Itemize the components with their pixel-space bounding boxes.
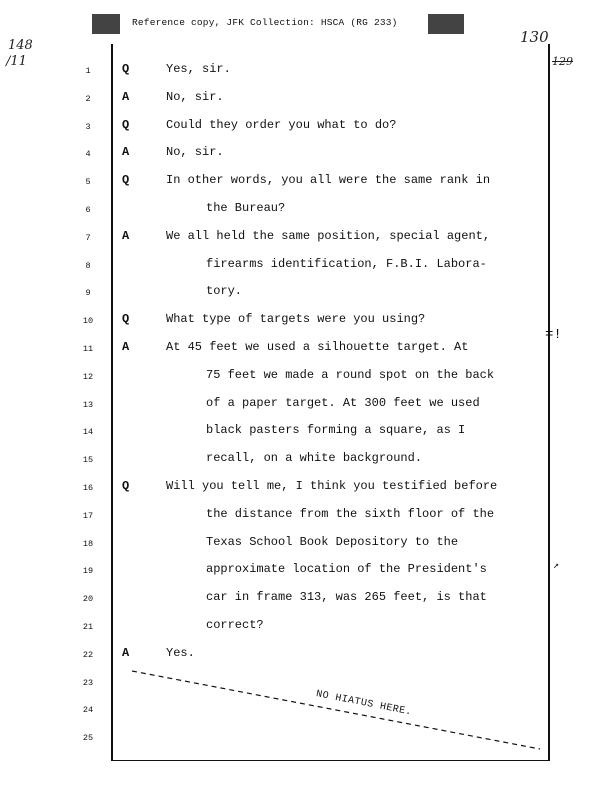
transcript-line-text: In other words, you all were the same rank in — [166, 173, 491, 188]
transcript-line-text: tory. — [206, 284, 243, 299]
transcript-line-text: Texas School Book Depository to the — [206, 534, 459, 549]
speaker-label: A — [122, 645, 130, 660]
line-number: 9 — [85, 288, 91, 299]
document-header — [92, 14, 452, 36]
transcript-line-text: No, sir. — [166, 145, 224, 160]
speaker-label: Q — [122, 479, 130, 493]
line-number: 12 — [82, 371, 94, 382]
transcript-line-text: correct? — [206, 618, 264, 632]
speaker-label: A — [122, 145, 130, 160]
speaker-label: A — [122, 89, 130, 104]
speaker-label: Q — [122, 62, 130, 76]
margin-note-top-left-1: 148 — [8, 38, 33, 53]
transcript-line-text: firearms identification, F.B.I. Labora- — [206, 256, 487, 271]
speaker-label: A — [122, 228, 130, 243]
line-number: 5 — [85, 177, 91, 188]
line-number: 23 — [82, 677, 94, 688]
transcript-line-text: recall, on a white background. — [206, 451, 423, 466]
transcript-line-text: Will you tell me, I think you testified before — [166, 479, 498, 493]
speaker-label: Q — [122, 173, 130, 188]
line-number: 3 — [85, 121, 91, 132]
transcript-line-text: 75 feet we made a round spot on the back — [206, 367, 495, 382]
line-number: 15 — [82, 455, 94, 466]
hiatus-dashed-line — [128, 665, 548, 755]
margin-note-top-left-2: /11 — [6, 54, 27, 69]
line-number: 2 — [85, 93, 91, 104]
transcript-line-text: the Bureau? — [206, 201, 286, 215]
transcript-line-text: Yes, sir. — [166, 62, 231, 76]
line-number: 18 — [82, 538, 94, 549]
transcript-line-text: No, sir. — [166, 89, 224, 104]
speaker-label: Q — [122, 312, 130, 327]
header-reference-text: Reference copy, JFK Collection: HSCA (RG 233) — [132, 17, 398, 28]
transcript-line-text: Could they order you what to do? — [166, 117, 397, 132]
transcript-line-text: black pasters forming a square, as I — [206, 423, 466, 438]
transcript-line-text: We all held the same position, special agent, — [166, 228, 491, 243]
no-hiatus-stamp: NO HIATUS HERE. — [314, 689, 413, 719]
transcript-line-text: approximate location of the President's — [206, 562, 487, 577]
line-number: 6 — [85, 205, 91, 215]
transcript-line-text: the distance from the sixth floor of the — [206, 506, 495, 521]
redaction-blot-right — [428, 14, 464, 34]
page-number-struck: 129 — [552, 55, 573, 68]
line-number: 7 — [85, 232, 91, 243]
line-number: 10 — [82, 316, 94, 327]
side-mark: =! — [545, 327, 562, 343]
line-number: 19 — [82, 566, 94, 577]
transcript-line-text: car in frame 313, was 265 feet, is that — [206, 590, 487, 605]
line-number: 25 — [82, 733, 94, 744]
transcript-line-text: What type of targets were you using? — [166, 312, 426, 327]
line-number: 22 — [82, 649, 94, 660]
line-number: 1 — [85, 66, 91, 76]
line-number: 13 — [82, 399, 94, 410]
line-number: 14 — [82, 427, 94, 438]
line-number: 11 — [82, 344, 94, 354]
line-number: 24 — [82, 705, 94, 716]
line-number: 17 — [82, 510, 94, 521]
speaker-label: Q — [122, 117, 130, 132]
redaction-blot-left — [92, 14, 120, 34]
line-number: 4 — [85, 149, 91, 160]
line-number: 21 — [82, 622, 94, 632]
side-tick-mark: ↗ — [553, 561, 560, 572]
line-number: 16 — [82, 483, 94, 493]
transcript-line-text: of a paper target. At 300 feet we used — [206, 395, 480, 410]
page-number-handwritten: 130 — [520, 28, 549, 46]
speaker-label: A — [122, 340, 130, 354]
transcript-line-text: At 45 feet we used a silhouette target. At — [166, 340, 469, 354]
line-number: 20 — [82, 594, 94, 605]
transcript-line-text: Yes. — [166, 645, 195, 660]
line-number: 8 — [85, 260, 91, 271]
